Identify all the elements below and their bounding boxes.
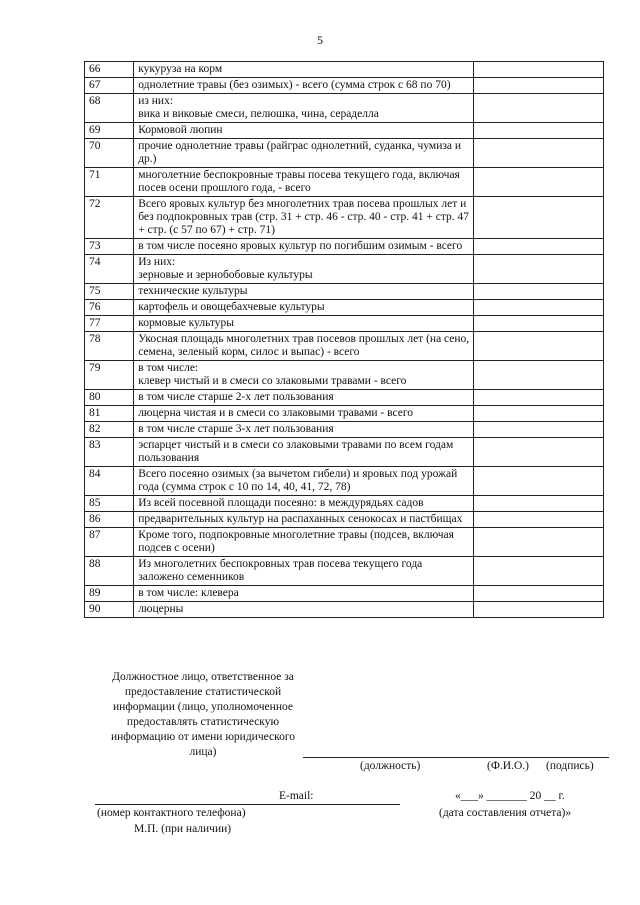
row-value-cell (474, 284, 604, 300)
row-number: 73 (85, 239, 134, 255)
row-number: 66 (85, 62, 134, 78)
table-row (85, 406, 604, 422)
table-row (85, 390, 604, 406)
signature-line (303, 757, 609, 758)
row-description: однолетние травы (без озимых) - всего (сумма строк с 68 по 70) (134, 78, 474, 94)
row-value-cell (474, 586, 604, 602)
row-description: люцерны (134, 602, 474, 618)
date-label: (дата составления отчета)» (439, 807, 572, 819)
fio-label: (Ф.И.О.) (487, 760, 529, 772)
row-number: 89 (85, 586, 134, 602)
row-description: кукуруза на корм (134, 62, 474, 78)
row-description: Всего яровых культур без многолетних трав посева прошлых лет и без подпокровных трав (стр. 31 + стр. 46 - стр. 40 - стр. 41 + стр. 47 + стр. (с 57 по 67) + стр. 71) (134, 197, 474, 239)
table-row (85, 94, 604, 123)
row-value-cell (474, 78, 604, 94)
row-number: 69 (85, 123, 134, 139)
email-label: E-mail: (279, 790, 314, 802)
row-number: 88 (85, 557, 134, 586)
row-value-cell (474, 496, 604, 512)
table-row (85, 62, 604, 78)
row-value-cell (474, 467, 604, 496)
row-description: предварительных культур на распаханных сенокосах и пастбищах (134, 512, 474, 528)
row-description: Из всей посевной площади посеяно: в междурядьях садов (134, 496, 474, 512)
phone-label: (номер контактного телефона) (97, 807, 246, 819)
row-value-cell (474, 602, 604, 618)
row-description: в том числе старше 2-х лет пользования (134, 390, 474, 406)
row-description: Укосная площадь многолетних трав посевов прошлых лет (на сено, семена, зеленый корм, силос и выпас) - всего (134, 332, 474, 361)
row-number: 71 (85, 168, 134, 197)
table-row (85, 586, 604, 602)
row-number: 79 (85, 361, 134, 390)
row-number: 81 (85, 406, 134, 422)
table-row (85, 197, 604, 239)
row-value-cell (474, 422, 604, 438)
row-number: 68 (85, 94, 134, 123)
row-value-cell (474, 197, 604, 239)
row-description: Кроме того, подпокровные многолетние травы (подсев, включая подсев с осени) (134, 528, 474, 557)
table-row (85, 528, 604, 557)
row-number: 67 (85, 78, 134, 94)
row-number: 75 (85, 284, 134, 300)
signature-label: (подпись) (546, 760, 594, 772)
table-row (85, 361, 604, 390)
crops-table (84, 61, 604, 618)
table-row (85, 139, 604, 168)
row-number: 70 (85, 139, 134, 168)
table-row (85, 123, 604, 139)
table-row (85, 512, 604, 528)
row-value-cell (474, 557, 604, 586)
row-value-cell (474, 139, 604, 168)
row-value-cell (474, 438, 604, 467)
stamp-label: М.П. (при наличии) (134, 823, 232, 835)
row-description: технические культуры (134, 284, 474, 300)
row-value-cell (474, 332, 604, 361)
table-row (85, 168, 604, 197)
table-row (85, 467, 604, 496)
row-number: 74 (85, 255, 134, 284)
row-value-cell (474, 361, 604, 390)
row-number: 87 (85, 528, 134, 557)
row-value-cell (474, 406, 604, 422)
responsible-person-label: Должностное лицо, ответственное за предоставление статистической информации (лицо, уполномоченное предоставлять статистическую информацию от имени юридического лица) (110, 671, 296, 758)
row-value-cell (474, 390, 604, 406)
row-value-cell (474, 239, 604, 255)
table-row (85, 255, 604, 284)
table-row (85, 284, 604, 300)
row-value-cell (474, 94, 604, 123)
row-value-cell (474, 255, 604, 284)
row-value-cell (474, 512, 604, 528)
row-value-cell (474, 62, 604, 78)
row-description: картофель и овощебахчевые культуры (134, 300, 474, 316)
table-row (85, 496, 604, 512)
row-number: 83 (85, 438, 134, 467)
row-description: в том числе старше 3-х лет пользования (134, 422, 474, 438)
row-number: 80 (85, 390, 134, 406)
row-description: в том числе посеяно яровых культур по погибшим озимым - всего (134, 239, 474, 255)
row-description: люцерна чистая и в смеси со злаковыми травами - всего (134, 406, 474, 422)
row-number: 72 (85, 197, 134, 239)
row-description: Из многолетних беспокровных трав посева текущего года заложено семенников (134, 557, 474, 586)
row-number: 86 (85, 512, 134, 528)
row-value-cell (474, 528, 604, 557)
table-row (85, 332, 604, 361)
row-description: Всего посеяно озимых (за вычетом гибели) и яровых под урожай года (сумма строк с 10 по 14, 40, 41, 72, 78) (134, 467, 474, 496)
row-value-cell (474, 123, 604, 139)
row-description: прочие однолетние травы (райграс однолетний, суданка, чумиза и др.) (134, 139, 474, 168)
row-description: в том числе: клевера (134, 586, 474, 602)
date-line: «___» _______ 20 __ г. (455, 790, 565, 802)
row-description: эспарцет чистый и в смеси со злаковыми травами по всем годам пользования (134, 438, 474, 467)
table-row (85, 557, 604, 586)
row-description: Из них: зерновые и зернобобовые культуры (134, 255, 474, 284)
row-value-cell (474, 316, 604, 332)
row-number: 82 (85, 422, 134, 438)
row-description: Кормовой люпин (134, 123, 474, 139)
table-row (85, 300, 604, 316)
row-value-cell (474, 300, 604, 316)
row-description: многолетние беспокровные травы посева текущего года, включая посев осени прошлого года, - всего (134, 168, 474, 197)
table-row (85, 78, 604, 94)
table-row (85, 438, 604, 467)
table-row (85, 239, 604, 255)
row-number: 90 (85, 602, 134, 618)
row-number: 84 (85, 467, 134, 496)
table-row (85, 316, 604, 332)
row-value-cell (474, 168, 604, 197)
row-number: 85 (85, 496, 134, 512)
table-row (85, 422, 604, 438)
row-description: из них: вика и виковые смеси, пелюшка, чина, сераделла (134, 94, 474, 123)
row-description: кормовые культуры (134, 316, 474, 332)
row-number: 76 (85, 300, 134, 316)
row-number: 78 (85, 332, 134, 361)
table-row (85, 602, 604, 618)
row-number: 77 (85, 316, 134, 332)
row-description: в том числе: клевер чистый и в смеси со злаковыми травами - всего (134, 361, 474, 390)
phone-email-line (95, 804, 400, 805)
position-label: (должность) (360, 760, 421, 772)
page-number: 5 (317, 33, 323, 47)
